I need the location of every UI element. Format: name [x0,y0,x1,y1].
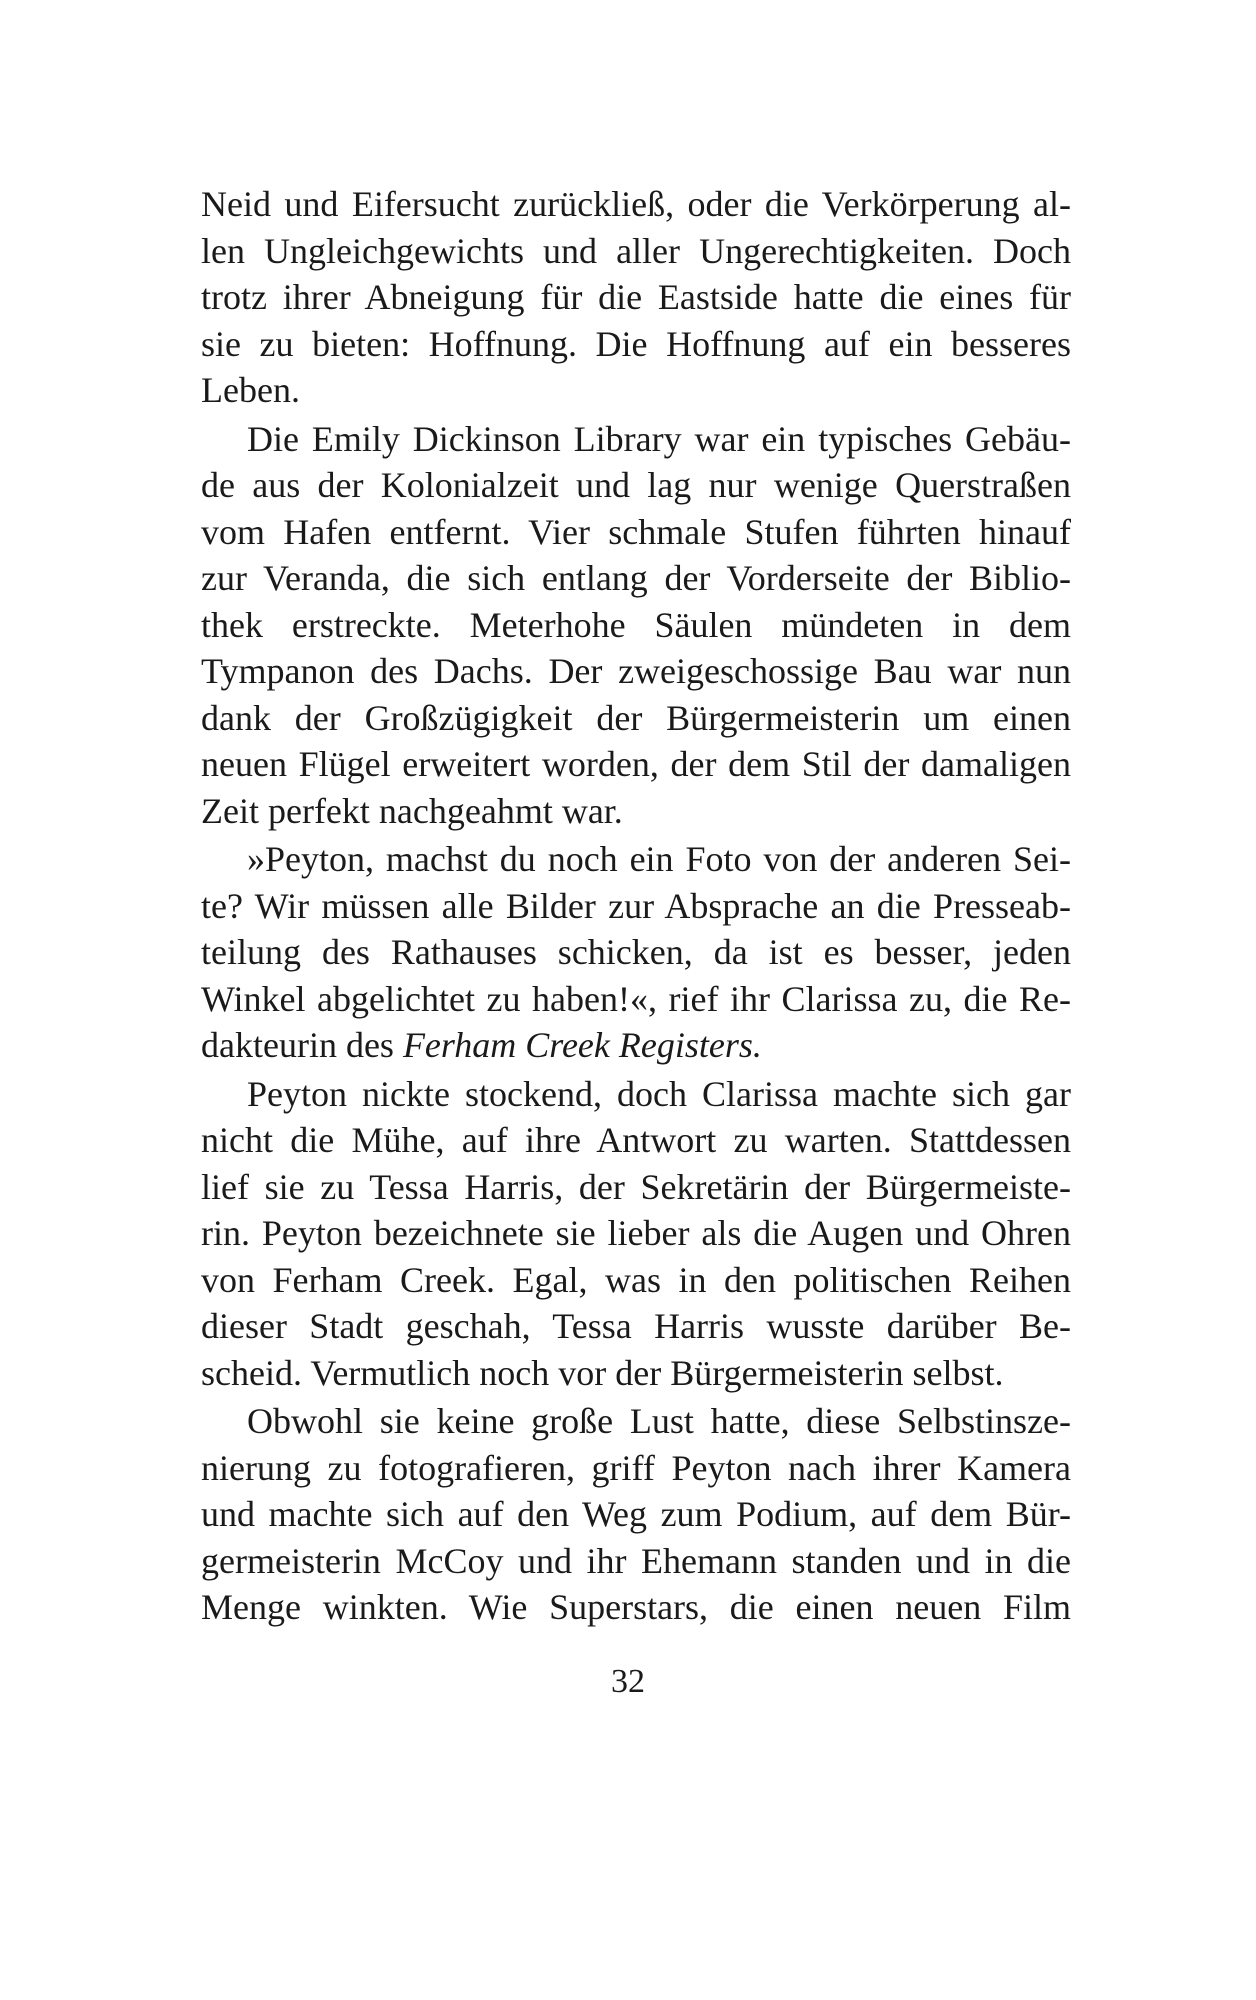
paragraph-first-line: Die Emily Dickinson Library war ein typisches Gebäu- [247,418,1071,459]
text-line: Neid und Eifersucht zurückließ, oder die Verkörperung al- [201,184,1071,224]
paragraph-first-line: Peyton nickte stockend, doch Clarissa machte sich gar [247,1073,1071,1114]
text-line: Winkel abgelichtet zu haben!«, rief ihr Clarissa zu, die Re- [201,978,1071,1019]
text-line: vom Hafen entfernt. Vier schmale Stufen führten hinauf [201,511,1071,552]
text-line: germeisterin McCoy und ihr Ehemann standen und in die [201,1540,1071,1581]
paragraph-first-line: »Peyton, machst du noch ein Foto von der anderen Sei- [247,839,1071,879]
text-line: dieser Stadt geschah, Tessa Harris wusste darüber Be- [201,1306,1071,1346]
body-text [201,181,1071,1631]
text-line: trotz ihrer Abneigung für die Eastside hatte die eines für [201,277,1071,317]
text-line: und machte sich auf den Weg zum Podium, auf dem Bür- [201,1494,1071,1534]
text-line: teilung des Rathauses schicken, da ist es besser, jeden [201,932,1071,972]
text-line: Menge winkten. Wie Superstars, die einen neuen Film [201,1587,1071,1627]
page-number: 32 [611,1663,645,1700]
text-line: neuen Flügel erweitert worden, der dem Stil der damaligen [201,744,1071,784]
text-line: sie zu bieten: Hoffnung. Die Hoffnung auf ein besseres [201,323,1071,364]
text-line: scheid. Vermutlich noch vor der Bürgermeisterin selbst. [201,1352,1004,1393]
text-line: te? Wir müssen alle Bilder zur Absprache an die Presseab- [201,885,1071,926]
text-line: Tympanon des Dachs. Der zweigeschossige Bau war nun [201,651,1071,691]
text-line [201,1022,1071,1069]
text-line: zur Veranda, die sich entlang der Vorderseite der Biblio- [201,558,1071,598]
text-span: dakteurin des [201,1025,403,1065]
text-line: nicht die Mühe, auf ihre Antwort zu warten. Stattdessen [201,1120,1071,1160]
text-line: Zeit perfekt nachgeahmt war. [201,790,623,831]
text-line: thek erstreckte. Meterhohe Säulen mündeten in dem [201,604,1071,645]
text-line: dank der Großzügigkeit der Bürgermeisterin um einen [201,697,1071,738]
paragraph-first-line: Obwohl sie keine große Lust hatte, diese Selbstinsze- [247,1401,1071,1441]
text-line: lief sie zu Tessa Harris, der Sekretärin der Bürgermeiste- [201,1166,1071,1207]
text-line: von Ferham Creek. Egal, was in den politischen Reihen [201,1259,1071,1300]
text-line: Leben. [201,370,300,410]
text-line: nierung zu fotografieren, griff Peyton nach ihrer Kamera [201,1447,1071,1488]
text-line: rin. Peyton bezeichnete sie lieber als die Augen und Ohren [201,1213,1071,1253]
text-line: len Ungleichgewichts und aller Ungerechtigkeiten. Doch [201,230,1071,271]
newspaper-title: Ferham Creek Registers. [402,1025,762,1065]
text-line: de aus der Kolonialzeit und lag nur wenige Querstraßen [201,465,1071,505]
